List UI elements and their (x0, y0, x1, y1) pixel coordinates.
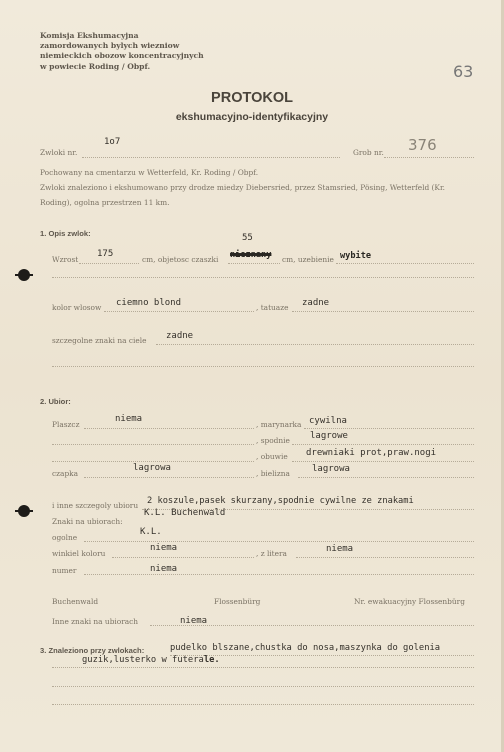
obuwie-label: , obuwie (256, 452, 288, 461)
uzebienie-label: cm, uzebienie (282, 255, 334, 264)
objetosc-line (228, 263, 280, 264)
litera-value: niema (326, 544, 354, 554)
section2-blank-line-b (52, 461, 254, 462)
spodnie-value: lagrowe (310, 431, 348, 441)
znaki-label: szczegolne znaki na ciele (52, 336, 147, 345)
burial-line-2: Zwloki znaleziono i ekshumowano przy drodze miedzy Diebersried, przez Stamsried, Pösing, Wetterfeld (Kr. (40, 183, 446, 192)
inne-value-2: K.L. Buchenwald (144, 508, 226, 518)
inne-znaki-label: Inne znaki na ubiorach (52, 617, 139, 626)
buchenwald-label: Buchenwald (52, 597, 99, 606)
zwloki-label: Zwloki nr. (40, 148, 78, 157)
ogolne-line (84, 541, 474, 542)
wzrost-value: 175 (97, 249, 114, 259)
flossenburg-label: Flossenbürg (214, 597, 261, 606)
inne-value-1: 2 koszule,pasek skurzany,spodnie cywilne ze znakami (147, 496, 414, 506)
czapka-label: czapka (52, 469, 79, 478)
ogolne-value: K.L. (140, 527, 162, 537)
punch-hole-bottom (18, 505, 30, 517)
spodnie-label: , spodnie (256, 436, 290, 445)
marynarka-line (304, 428, 474, 429)
plaszcz-label: Plaszcz (52, 420, 80, 429)
bielizna-value: lagrowa (312, 464, 350, 474)
header-line-1: Komisja Ekshumacyjna (40, 31, 139, 40)
inne-label: i inne szczegoly ubioru (52, 501, 139, 510)
section3-line-3 (52, 686, 474, 687)
litera-label: , z litera (256, 549, 287, 558)
section2-heading: 2. Ubior: (40, 397, 71, 406)
page-number: 63 (453, 62, 474, 81)
section3-value-2-main: guzik,lusterko w futera (82, 655, 204, 665)
punch-hole-top (18, 269, 30, 281)
header-line-4: w powiecie Roding / Obpf. (40, 62, 151, 71)
kolor-value: ciemno blond (116, 298, 182, 308)
numer-line (84, 574, 474, 575)
ewakuacyjny-label: Nr. ewakuacyjny Flossenbürg (354, 597, 465, 606)
objetosc-value: 55 (242, 233, 253, 243)
wzrost-label: Wzrost (52, 255, 79, 264)
section1-blank-line-1 (52, 277, 474, 278)
grob-line (384, 157, 474, 158)
bielizna-label: , bielizna (256, 469, 290, 478)
obuwie-line (292, 461, 474, 462)
uzebienie-line (336, 263, 474, 264)
winkiel-value: niema (150, 543, 178, 553)
tatuaze-line (292, 311, 474, 312)
objetosc-label: cm, objetosc czaszki (142, 255, 219, 264)
inne-znaki-value: niema (180, 616, 208, 626)
bielizna-line (298, 477, 474, 478)
section3-value-1: pudelko blszane,chustka do nosa,maszynka do golenia (170, 643, 441, 653)
zwloki-value: 1o7 (104, 137, 121, 147)
grob-label: Grob nr. (353, 148, 384, 157)
section3-line-4 (52, 704, 474, 705)
litera-line (296, 557, 474, 558)
objetosc-struck-value: nieznany (230, 250, 272, 260)
document-title: PROTOKOL (211, 90, 293, 106)
czapka-line (84, 477, 254, 478)
obuwie-value: drewniaki prot,praw.nogi (306, 448, 437, 458)
znaki-line (156, 344, 474, 345)
zwloki-line (82, 157, 340, 158)
numer-value: niema (150, 564, 178, 574)
wzrost-line (79, 263, 139, 264)
section1-blank-line-2 (52, 366, 474, 367)
spodnie-line (292, 444, 474, 445)
document-subtitle: ekshumacyjno-identyfikacyjny (175, 111, 329, 123)
burial-line-3: Roding), ogolna przestrzen 11 km. (40, 198, 170, 207)
numer-label: numer (52, 566, 77, 575)
czapka-value: lagrowa (133, 463, 171, 473)
header-line-2: zamordowanych bylych wiezniow (40, 41, 180, 50)
plaszcz-line (84, 428, 254, 429)
winkiel-label: winkiel koloru (52, 549, 106, 558)
marynarka-value: cywilna (309, 416, 347, 426)
znaki-ubior-label: Znaki na ubiorach: (52, 517, 123, 526)
winkiel-line (112, 557, 254, 558)
section3-value-2-end: le. (203, 655, 220, 665)
znaki-value: zadne (166, 331, 194, 341)
marynarka-label: , marynarka (256, 420, 302, 429)
uzebienie-value: wybite (340, 251, 372, 261)
section1-heading: 1. Opis zwlok: (40, 229, 91, 238)
kolor-label: kolor wlosow (52, 303, 102, 312)
kolor-line (104, 311, 254, 312)
header-line-3: niemieckich obozow koncentracyjnych (40, 51, 204, 60)
section2-blank-line-a (52, 444, 254, 445)
grob-value: 376 (408, 136, 437, 154)
tatuaze-value: zadne (302, 298, 330, 308)
section3-line-2 (52, 667, 474, 668)
section3-value-2 (82, 655, 220, 665)
burial-line-1: Pochowany na cmentarzu w Wetterfeld, Kr. Roding / Obpf. (40, 168, 259, 177)
section3-heading: 3. Znaleziono przy zwlokach: (40, 646, 145, 655)
ogolne-label: ogolne (52, 533, 78, 542)
tatuaze-label: , tatuaze (256, 303, 289, 312)
plaszcz-value: niema (115, 414, 143, 424)
